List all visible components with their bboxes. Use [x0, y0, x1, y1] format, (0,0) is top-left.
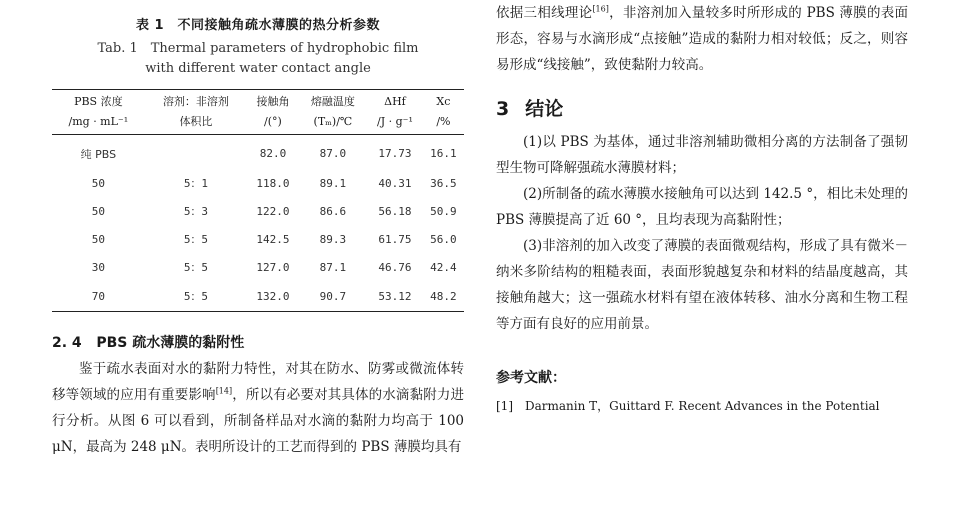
table-row [52, 253, 464, 281]
column-header-line1: 溶剂：非溶剂 [162, 95, 229, 108]
table-cell: 5：1 [183, 177, 209, 190]
table-cell: 61.75 [378, 232, 412, 246]
column-header [299, 90, 367, 135]
table-title-en [52, 39, 464, 79]
column-header [423, 90, 464, 135]
table-cell: 50 [91, 176, 105, 190]
right-column [496, 0, 908, 414]
table-cell: 5：5 [183, 261, 209, 274]
column-header-line2: /J · g⁻¹ [376, 115, 413, 128]
column-header-line1: 接触角 [256, 95, 290, 108]
left-column [52, 0, 464, 460]
table-cell: 89.1 [319, 176, 347, 190]
column-header-line1: Xc [436, 95, 451, 108]
table-cell: 89.3 [319, 232, 347, 246]
conclusion-item-3: (3)非溶剂的加入改变了薄膜的表面微观结构，形成了具有微米－纳米多阶结构的粗糙表面，表面形貌越复杂和材料的结晶度越高，其接触角越大；这一强疏水材料有望在液体转移、油水分离和生物工程等方面有良好的应用前景。 [496, 238, 908, 332]
table-cell: 48.2 [423, 281, 464, 312]
column-header [52, 90, 145, 135]
table-title-en-line1: Tab. 1 Thermal parameters of hydrophobic film [97, 41, 419, 56]
column-header-line2: /mg · mL⁻¹ [68, 115, 129, 128]
section-title: PBS 疏水薄膜的黏附性 [96, 335, 245, 351]
table-cell: 16.1 [430, 147, 457, 160]
paragraph-text: ，非溶剂加入量较多时所形成的 PBS 薄膜的表面形态，容易与水滴形成“点接触”造成的黏附力相对较低；反之，则容易形成“线接触”，致使黏附力较高。 [496, 5, 908, 73]
table-row [52, 169, 464, 197]
section-number: 3 [496, 98, 510, 120]
reference-item-1: [1] Darmanin T，Guittard F. Recent Advances in the Potential [496, 399, 880, 413]
citation: [16] [592, 4, 609, 14]
column-header [247, 90, 298, 135]
table-cell: 70 [52, 281, 145, 312]
table-cell: 5：5 [183, 233, 209, 246]
paragraph-text: ，所以有必要对其具体的水滴黏附力进行分析。从图 6 可以看到，所制备样品对水滴的黏附力均高于 100 μN，最高为 248 μN。表明所设计的工艺而得到的 PBS 薄膜均具有 [52, 387, 464, 455]
table-cell: 118.0 [256, 176, 290, 190]
table-body [52, 135, 464, 312]
paragraph-text: 依据三相线理论 [496, 5, 593, 21]
column-header-line2: 体积比 [179, 115, 213, 128]
adhesion-paragraph [52, 356, 464, 460]
table-header-row [52, 90, 464, 135]
table-cell: 5：3 [183, 205, 209, 218]
table-cell: 36.5 [430, 176, 457, 190]
conclusion-item-1: (1)以 PBS 为基体，通过非溶剂辅助微相分离的方法制备了强韧型生物可降解强疏水薄膜材料； [496, 134, 908, 176]
table-cell: 87.0 [319, 147, 347, 160]
table-cell: 42.4 [430, 260, 457, 274]
table-row [52, 135, 464, 170]
section-number: 2. 4 [52, 335, 82, 351]
paragraph-text: 鉴于疏水表面对水的黏附力特性，对其在防水、防雾或微流体转移等领域的应用有重要影响 [52, 361, 464, 403]
table-cell: 56.18 [378, 204, 412, 218]
conclusion-item-2: (2)所制备的疏水薄膜水接触角可以达到 142.5 °，相比未处理的 PBS 薄膜提高了近 60 °，且均表现为高黏附性； [496, 186, 908, 228]
table-cell: 82.0 [259, 147, 287, 160]
table-cell: 86.6 [319, 204, 347, 218]
table-cell [145, 135, 248, 170]
table-row [52, 197, 464, 225]
column-header-line1: ΔHf [384, 95, 406, 108]
table-cell: 纯 PBS [80, 147, 117, 161]
continued-paragraph [496, 0, 908, 78]
table-cell: 30 [91, 260, 105, 274]
table-row [52, 225, 464, 253]
table-cell: 17.73 [378, 147, 412, 160]
table-title-en-line2: with different water contact angle [145, 61, 371, 76]
column-header-line2: /% [436, 115, 451, 128]
table-cell: 50 [91, 204, 105, 218]
column-header-line1: PBS 浓度 [74, 95, 123, 108]
column-header-line1: 熔融温度 [310, 95, 355, 108]
table-cell: 50.9 [430, 204, 457, 218]
column-header [145, 90, 248, 135]
column-header-line2: (Tₘ)/℃ [313, 115, 353, 128]
table-cell: 90.7 [299, 281, 367, 312]
table-cell: 127.0 [256, 260, 290, 274]
citation: [14] [215, 386, 233, 396]
table-title-cn: 表 1 不同接触角疏水薄膜的热分析参数 [135, 18, 381, 33]
thermal-parameters-table [52, 89, 464, 312]
table-cell: 50 [91, 232, 105, 246]
conclusion-heading [496, 94, 908, 121]
section-title: 结论 [525, 98, 564, 120]
table-cell: 87.1 [319, 260, 347, 274]
table-cell: 132.0 [247, 281, 298, 312]
column-header [367, 90, 423, 135]
table-cell: 122.0 [256, 204, 290, 218]
table-cell: 46.76 [378, 260, 412, 274]
table-cell: 142.5 [256, 232, 290, 246]
table-cell: 56.0 [430, 232, 457, 246]
column-header-line2: /(°) [264, 115, 282, 128]
references-heading: 参考文献： [496, 370, 566, 386]
table-cell: 53.12 [367, 281, 423, 312]
table-row [52, 281, 464, 312]
table-cell: 5：5 [145, 281, 248, 312]
section-heading-2-4 [52, 332, 464, 352]
table-cell: 40.31 [378, 176, 412, 190]
